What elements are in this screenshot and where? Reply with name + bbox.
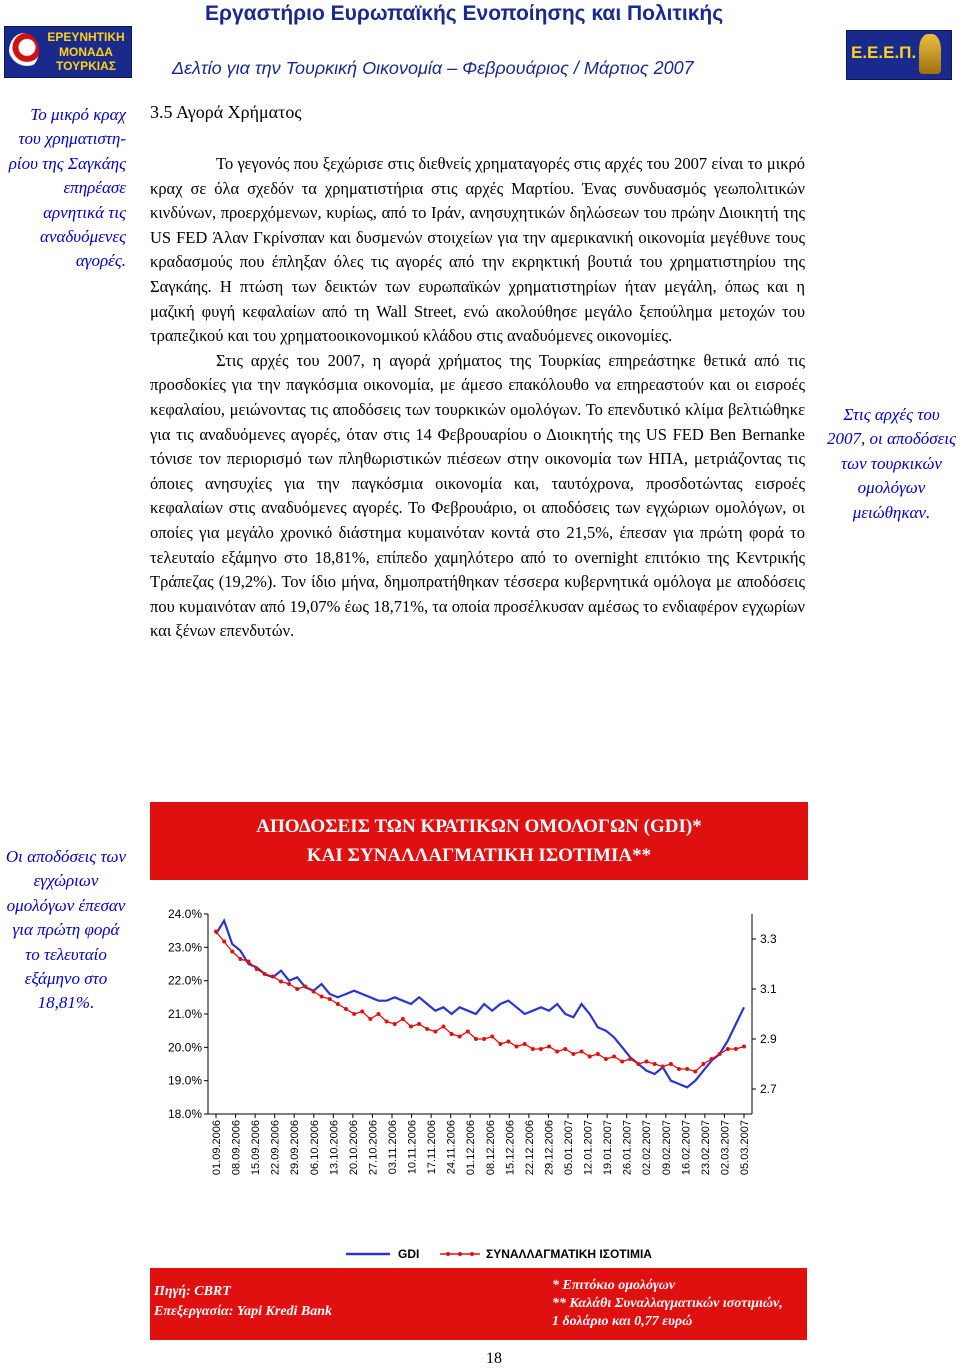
fx-series-point bbox=[539, 1047, 543, 1051]
fx-series-point bbox=[555, 1050, 559, 1054]
x-tick-label: 10.11.2006 bbox=[406, 1120, 419, 1175]
x-tick-label: 08.12.2006 bbox=[484, 1120, 497, 1176]
footnote-2: ** Καλάθι Συναλλαγματικών ισοτιμιών, bbox=[552, 1296, 783, 1311]
x-tick-label: 20.10.2006 bbox=[347, 1120, 360, 1176]
left-tick-label: 20.0% bbox=[167, 1040, 202, 1055]
x-tick-label: 29.09.2006 bbox=[289, 1120, 302, 1176]
x-tick-label: 15.12.2006 bbox=[504, 1120, 517, 1176]
fx-series-line bbox=[216, 932, 744, 1072]
fx-series-point bbox=[328, 997, 332, 1001]
left-tick-label: 22.0% bbox=[167, 973, 202, 988]
x-tick-label: 02.03.2007 bbox=[719, 1120, 732, 1176]
footnote-1: * Επιτόκιο ομολόγων bbox=[552, 1278, 676, 1293]
x-tick-label: 27.10.2006 bbox=[367, 1120, 380, 1176]
left-tick-label: 24.0% bbox=[167, 907, 202, 921]
fx-series-point bbox=[669, 1062, 673, 1066]
statue-icon bbox=[919, 34, 941, 74]
fx-series-point bbox=[344, 1007, 348, 1011]
bond-yield-chart bbox=[150, 802, 808, 1272]
fx-series-point bbox=[214, 930, 218, 934]
x-tick-label: 22.09.2006 bbox=[269, 1120, 282, 1176]
x-tick-label: 15.09.2006 bbox=[250, 1120, 263, 1176]
fx-series-point bbox=[596, 1052, 600, 1056]
fx-series-point bbox=[255, 967, 259, 971]
article-body bbox=[150, 152, 805, 644]
fx-series-point bbox=[718, 1052, 722, 1056]
x-tick-label: 12.01.2007 bbox=[582, 1120, 595, 1176]
fx-series-point bbox=[450, 1032, 454, 1036]
legend-gdi-label: GDI bbox=[398, 1247, 420, 1261]
fx-series-point bbox=[604, 1057, 608, 1061]
left-tick-label: 21.0% bbox=[167, 1007, 202, 1021]
fx-series-point bbox=[701, 1062, 705, 1066]
fx-series-point bbox=[385, 1020, 389, 1024]
legend-fx-point bbox=[446, 1252, 450, 1256]
header-title: Εργαστήριο Ευρωπαϊκής Ενοποίησης και Πολιτικής bbox=[205, 2, 724, 25]
fx-series-point bbox=[336, 1002, 340, 1006]
fx-series-point bbox=[303, 985, 307, 989]
paragraph-2: Στις αρχές του 2007, η αγορά χρήματος της Τουρκίας επηρεάστηκε θετικά από τις προσδοκίες για την παγκόσμια οικονομία, με άμεσο επακόλουθο να επηρεαστούν και οι εισροές κεφαλαίου, μειώνοντας τις αποδόσεις των τουρκικών ομολόγων. Το επενδυτικό κλίμα βελτιώθηκε για τις αναδυόμενες αγορές, όταν στις 14 Φεβρουαρίου ο Διοικητής της US FED Ben Bernanke τόνισε τον περιορισμό των πληθωριστικών πιέσεων στην οικονομία των ΗΠΑ, μετριάζοντας τις όποιες ανησυχίες για την παγκόσμια οικονομία και, ταυτόχρονα, προσδοτώντας εισροές κεφαλαίων στις αναδυόμενες αγορές. Το Φεβρουάριο, οι αποδόσεις των εγχώριων ομολόγων, οι οποίες για μεγάλο χρονικό διάστημα κυμαινόταν κοντά στο 21,5%, έπεσαν για πρώτη φορά το τελευταίο εξάμηνο στο 18,81%, επίπεδο χαμηλότερο από το overnight επιτόκιο της Κεντρικής Τράπεζας (19,2%). Τον ίδιο μήνα, δημοπρατήθηκαν τέσσερα κυβερνητικά ομόλογα με αποδόσεις που κυμαινόταν από 19,07% έως 18,71%, τα οποία προσέλκυσαν αμέσως το ενδιαφέρον εγχωρίων και ξένων επενδυτών. bbox=[150, 350, 805, 641]
fx-series-point bbox=[441, 1025, 445, 1029]
fx-series-point bbox=[677, 1067, 681, 1071]
processing-line: Επεξεργασία: Yapi Kredi Bank bbox=[154, 1304, 333, 1319]
research-unit-logo bbox=[4, 26, 132, 78]
x-tick-label: 05.03.2007 bbox=[739, 1120, 751, 1176]
left-tick-label: 19.0% bbox=[167, 1073, 202, 1088]
fx-series-point bbox=[360, 1010, 364, 1014]
fx-series-point bbox=[612, 1055, 616, 1059]
x-tick-label: 16.02.2007 bbox=[680, 1120, 693, 1176]
x-tick-label: 06.10.2006 bbox=[308, 1120, 321, 1176]
x-tick-label: 23.02.2007 bbox=[699, 1120, 712, 1176]
fx-series-point bbox=[726, 1047, 730, 1051]
right-tick-label: 3.1 bbox=[760, 982, 777, 996]
chart-title bbox=[150, 802, 808, 880]
x-tick-label: 05.01.2007 bbox=[563, 1120, 575, 1176]
fx-series-point bbox=[295, 987, 299, 991]
right-tick-label: 2.7 bbox=[760, 1082, 777, 1096]
fx-series-point bbox=[352, 1012, 356, 1016]
fx-series-point bbox=[263, 972, 267, 976]
fx-series-point bbox=[246, 960, 250, 964]
side-note-shanghai: Το μικρό κραχ του χρηματιστη-ρίου της Σαγκάης επηρέασε αρνητικά τις αναδυόμενες αγορές. bbox=[8, 105, 126, 271]
legend-fx-point bbox=[470, 1252, 474, 1256]
section-title: 3.5 Αγορά Χρήματος bbox=[150, 102, 302, 122]
fx-series-point bbox=[547, 1045, 551, 1049]
fx-series-point bbox=[523, 1042, 527, 1046]
fx-series-point bbox=[279, 980, 283, 984]
header-subtitle: Δελτίο για την Τουρκική Οικονομία – Φεβρουάριος / Μάρτιος 2007 bbox=[172, 58, 694, 78]
fx-series-point bbox=[710, 1057, 714, 1061]
fx-series-point bbox=[628, 1057, 632, 1061]
footnotes bbox=[552, 1277, 783, 1331]
fx-series-point bbox=[474, 1037, 478, 1041]
fx-series-point bbox=[531, 1047, 535, 1051]
side-note-bond-yields: Στις αρχές του 2007, οι αποδόσεις των τουρκικών ομολόγων μειώθηκαν. bbox=[826, 405, 957, 522]
fx-series-point bbox=[661, 1065, 665, 1069]
x-tick-label: 29.12.2006 bbox=[543, 1120, 556, 1176]
left-tick-label: 18.0% bbox=[167, 1107, 202, 1121]
fx-series-point bbox=[693, 1070, 697, 1074]
fx-series-point bbox=[636, 1062, 640, 1066]
chart-plot bbox=[150, 880, 808, 1272]
fx-series-point bbox=[580, 1050, 584, 1054]
x-tick-label: 01.12.2006 bbox=[465, 1120, 478, 1176]
fx-series-point bbox=[417, 1022, 421, 1026]
fx-series-point bbox=[376, 1012, 380, 1016]
fx-series-point bbox=[482, 1037, 486, 1041]
x-tick-label: 08.09.2006 bbox=[230, 1120, 243, 1176]
fx-series-point bbox=[222, 940, 226, 944]
logo-emblem-icon bbox=[9, 33, 39, 69]
source-line: Πηγή: CBRT bbox=[154, 1284, 231, 1299]
fx-series-point bbox=[271, 975, 275, 979]
fx-series-point bbox=[409, 1025, 413, 1029]
chart-title-line-2: ΚΑΙ ΣΥΝΑΛΛΑΓΜΑΤΙΚΗ ΙΣΟΤΙΜΙΑ** bbox=[306, 845, 652, 866]
source-box bbox=[150, 1268, 807, 1340]
fx-series-point bbox=[645, 1060, 649, 1064]
fx-series-point bbox=[458, 1035, 462, 1039]
fx-series-point bbox=[320, 995, 324, 999]
paragraph-1: Το γεγονός που ξεχώρισε στις διεθνείς χρηματαγορές στις αρχές του 2007 είναι το μικρό κραχ σε όλα σχεδόν τα χρηματιστήρια στις αρχές Μαρτίου. Ένας συνδυασμός γεωπολιτικών κινδύνων, προερχόμενων, κυρίως, από το Ιράν, ανησυχητικών δηλώσεων του πρώην Διοικητή της US FED Άλαν Γκρίνσπαν και δυσμενών στοιχείων για την αμερικανική οικονομία μεγέθυνε τους κραδασμούς που έπληξαν όλες τις αγορές από την εκρηκτική βουτιά του χρηματιστηρίου της Σαγκάης. Η πτώση των δεικτών των ευρωπαϊκών χρηματιστηρίων ήταν μεγάλη, όπως και η μαζική φυγή κεφαλαίων από τη Wall Street, ενώ ακολούθησε μεγάλο ξεπούλημα μετοχών του τραπεζικού και του χρηματοοικονομικού κλάδου στις αναδυόμενες οικονομίες. bbox=[150, 154, 805, 346]
fx-series-point bbox=[401, 1017, 405, 1021]
eeep-logo-text: Ε.Ε.Ε.Π. bbox=[851, 43, 917, 62]
chart-title-line-1: ΑΠΟΔΟΣΕΙΣ ΤΩΝ ΚΡΑΤΙΚΩΝ ΟΜΟΛΟΓΩΝ (GDI)* bbox=[256, 816, 702, 837]
fx-series-point bbox=[433, 1030, 437, 1034]
fx-series-point bbox=[311, 990, 315, 994]
fx-series-point bbox=[230, 950, 234, 954]
fx-series-point bbox=[515, 1045, 519, 1049]
fx-series-point bbox=[368, 1017, 372, 1021]
x-tick-label: 17.11.2006 bbox=[426, 1120, 439, 1175]
x-tick-label: 03.11.2006 bbox=[387, 1120, 399, 1175]
x-tick-label: 01.09.2006 bbox=[211, 1120, 223, 1176]
fx-series-point bbox=[653, 1062, 657, 1066]
fx-series-point bbox=[685, 1067, 689, 1071]
fx-series-point bbox=[588, 1055, 592, 1059]
x-tick-label: 24.11.2006 bbox=[445, 1120, 458, 1175]
fx-series-point bbox=[563, 1047, 567, 1051]
side-note-domestic-bonds: Οι αποδόσεις των εγχώριων ομολόγων έπεσαν για πρώτη φορά το τελευταίο εξάμηνο στο 18,81%. bbox=[5, 847, 127, 1013]
footnote-3: 1 δολάριο και 0,77 ευρώ bbox=[552, 1314, 693, 1329]
right-tick-label: 2.9 bbox=[760, 1032, 777, 1046]
fx-series-point bbox=[466, 1030, 470, 1034]
fx-series-point bbox=[490, 1035, 494, 1039]
x-tick-label: 13.10.2006 bbox=[328, 1120, 341, 1176]
logo-text: ΕΡΕΥΝΗΤΙΚΗ ΜΟΝΑΔΑ ΤΟΥΡΚΙΑΣ bbox=[47, 30, 125, 73]
x-tick-label: 19.01.2007 bbox=[602, 1120, 615, 1176]
legend-fx-label: ΣΥΝΑΛΛΑΓΜΑΤΙΚΗ ΙΣΟΤΙΜΙΑ bbox=[486, 1247, 652, 1261]
left-tick-label: 23.0% bbox=[167, 940, 202, 955]
x-tick-label: 02.02.2007 bbox=[641, 1120, 654, 1176]
x-tick-label: 09.02.2007 bbox=[660, 1120, 673, 1176]
fx-series-point bbox=[571, 1052, 575, 1056]
fx-series-point bbox=[742, 1045, 746, 1049]
eeep-logo bbox=[846, 30, 952, 80]
fx-series-point bbox=[393, 1022, 397, 1026]
fx-series-point bbox=[238, 957, 242, 961]
source-text bbox=[154, 1282, 332, 1322]
page-number: 18 bbox=[486, 1350, 502, 1367]
fx-series-point bbox=[425, 1027, 429, 1031]
fx-series-point bbox=[734, 1047, 738, 1051]
fx-series-point bbox=[506, 1040, 510, 1044]
legend-fx-point bbox=[458, 1252, 462, 1256]
fx-series-point bbox=[620, 1060, 624, 1064]
x-tick-label: 26.01.2007 bbox=[621, 1120, 634, 1176]
gdi-series-line bbox=[216, 921, 744, 1088]
fx-series-point bbox=[498, 1042, 502, 1046]
right-tick-label: 3.3 bbox=[760, 932, 777, 946]
fx-series-point bbox=[287, 982, 291, 986]
x-tick-label: 22.12.2006 bbox=[523, 1120, 536, 1176]
